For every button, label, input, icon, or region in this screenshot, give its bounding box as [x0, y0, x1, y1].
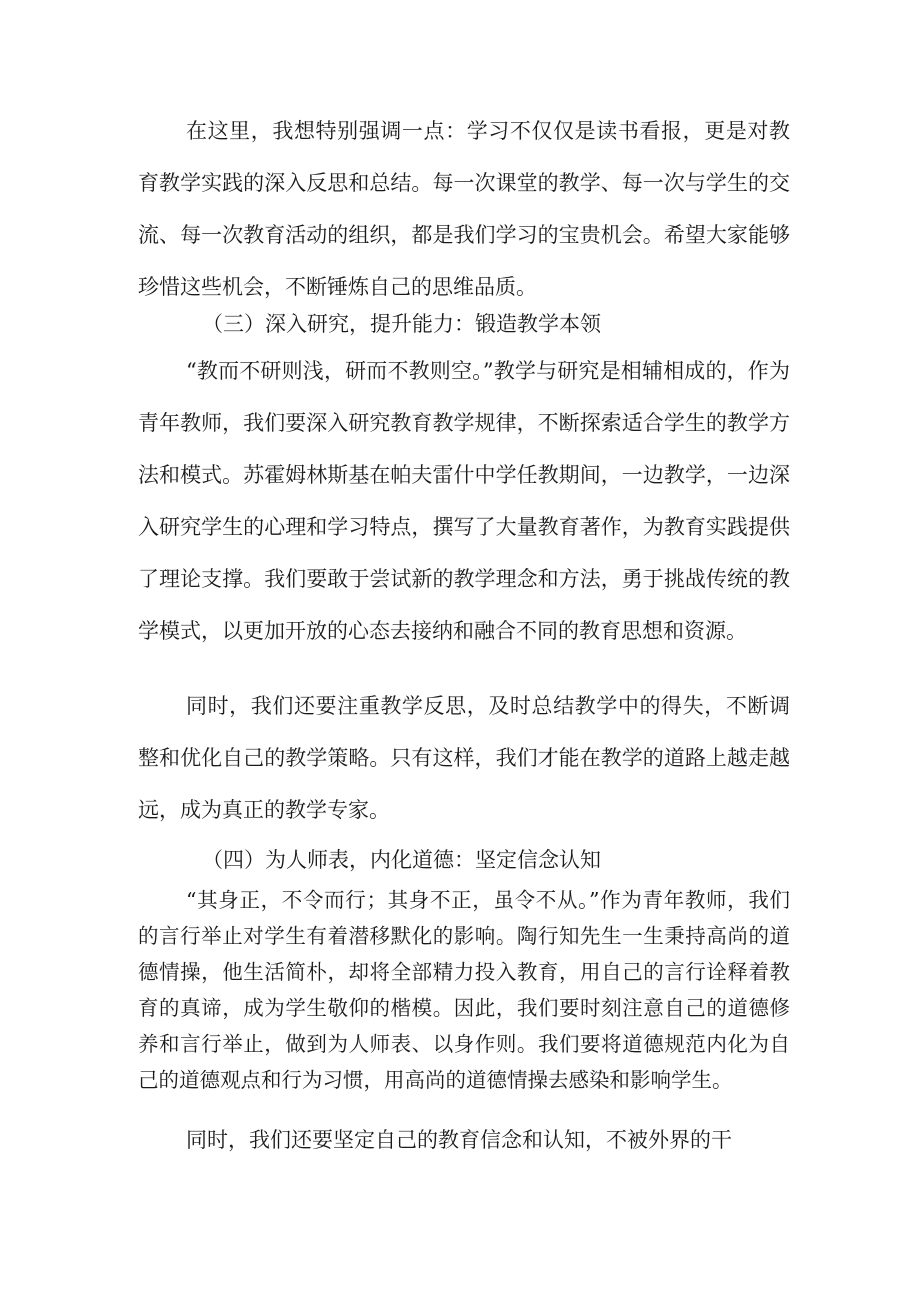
paragraph-learning-reflection: 在这里，我想特别强调一点：学习不仅仅是读书看报，更是对教育教学实践的深入反思和总结。每一次课堂的教学、每一次与学生的交流、每一次教育活动的组织，都是我们学习的宝贵机会。希望大家能够珍惜这些机会，不断锤炼自己的思维品质。 [138, 119, 790, 299]
paragraph-teaching-research: “教而不研则浅，研而不教则空。”教学与研究是相辅相成的，作为青年教师，我们要深入研究教育教学规律，不断探索适合学生的教学方法和模式。苏霍姆林斯基在帕夫雷什中学任教期间，一边教学，一边深入研究学生的心理和学习特点，撰写了大量教育著作，为教育实践提供了理论支撑。我们要敢于尝试新的教学理念和方法，勇于挑战传统的教学模式，以更加开放的心态去接纳和融合不同的教育思想和资源。 [138, 359, 790, 643]
paragraph-teaching-reflection: 同时，我们还要注重教学反思，及时总结教学中的得失，不断调整和优化自己的教学策略。只有这样，我们才能在教学的道路上越走越远，成为真正的教学专家。 [138, 694, 790, 822]
section-heading-4: （四）为人师表，内化道德：坚定信念认知 [202, 848, 601, 872]
section-heading-3: （三）深入研究，提升能力：锻造教学本领 [202, 312, 601, 336]
paragraph-education-belief: 同时，我们还要坚定自己的教育信念和认知，不被外界的干 [186, 1128, 732, 1152]
paragraph-teacher-ethics: “其身正，不令而行；其身不正，虽令不从。”作为青年教师，我们的言行举止对学生有着潜移默化的影响。陶行知先生一生秉持高尚的道德情操，他生活简朴，却将全部精力投入教育，用自己的言行诠释着教育的真谛，成为学生敬仰的楷模。因此，我们要时刻注意自己的道德修养和言行举止，做到为人师表、以身作则。我们要将道德规范内化为自己的道德观点和行为习惯，用高尚的道德情操去感染和影响学生。 [138, 888, 790, 1092]
